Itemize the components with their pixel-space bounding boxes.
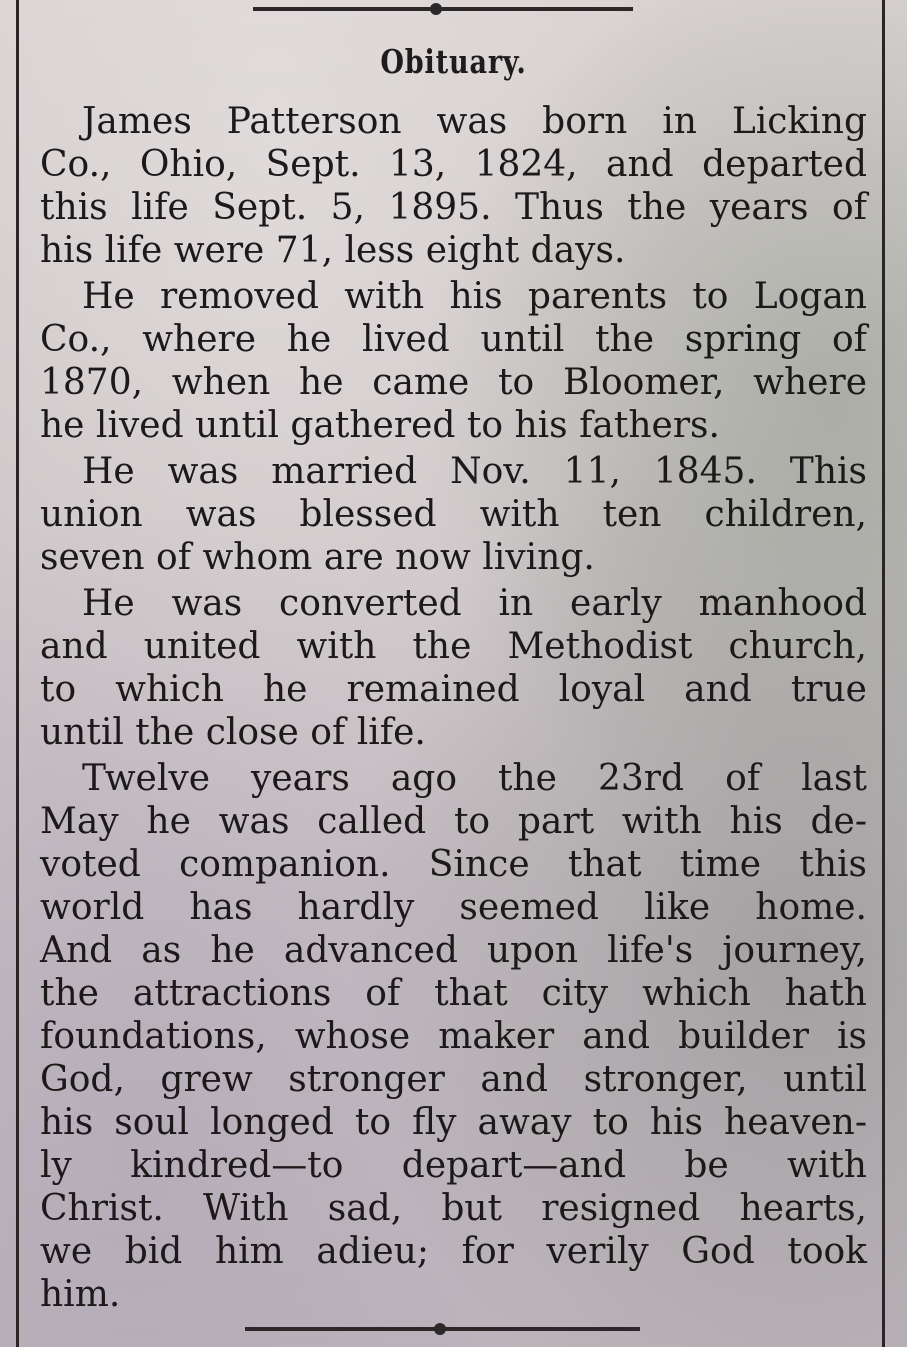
column-rule-left	[16, 0, 19, 1347]
article-line: to which he remained loyal and true	[40, 669, 867, 710]
article-line: voted companion. Since that time this	[40, 844, 867, 885]
article-line: Christ. With sad, but resigned hearts,	[40, 1188, 867, 1229]
article-line: this life Sept. 5, 1895. Thus the years of	[40, 187, 867, 228]
article-line: And as he advanced upon life's journey,	[40, 930, 867, 971]
top-divider-ornament	[430, 3, 442, 15]
column-rule-right	[882, 0, 885, 1347]
article-line: He removed with his parents to Logan	[82, 276, 867, 317]
article-line: him.	[40, 1274, 121, 1315]
article-line: God, grew stronger and stronger, until	[40, 1059, 867, 1100]
article-line: seven of whom are now living.	[40, 537, 595, 578]
article-line: Twelve years ago the 23rd of last	[82, 758, 867, 799]
article-line: we bid him adieu; for verily God took	[40, 1231, 867, 1272]
article-line: ly kindred—to depart—and be with	[40, 1145, 867, 1186]
article-title: Obituary.	[380, 42, 527, 81]
article-line: Co., where he lived until the spring of	[40, 319, 867, 360]
article-line: 1870, when he came to Bloomer, where	[40, 362, 867, 403]
article-line: the attractions of that city which hath	[40, 973, 867, 1014]
article-line: foundations, whose maker and builder is	[40, 1016, 867, 1057]
article-line: James Patterson was born in Licking	[82, 101, 867, 142]
article-line: and united with the Methodist church,	[40, 626, 867, 667]
article-line: He was converted in early manhood	[82, 583, 867, 624]
article-line: he lived until gathered to his fathers.	[40, 405, 720, 446]
article-line: He was married Nov. 11, 1845. This	[82, 451, 867, 492]
article-line: his soul longed to fly away to his heaven-	[40, 1102, 867, 1143]
article-line: May he was called to part with his de-	[40, 801, 867, 842]
top-divider	[253, 7, 633, 11]
article-line: until the close of life.	[40, 712, 426, 753]
bottom-divider-ornament	[434, 1323, 446, 1335]
article-line: union was blessed with ten children,	[40, 494, 867, 535]
article-line: Co., Ohio, Sept. 13, 1824, and departed	[40, 144, 867, 185]
article-line: world has hardly seemed like home.	[40, 887, 867, 928]
article-line: his life were 71, less eight days.	[40, 230, 626, 271]
